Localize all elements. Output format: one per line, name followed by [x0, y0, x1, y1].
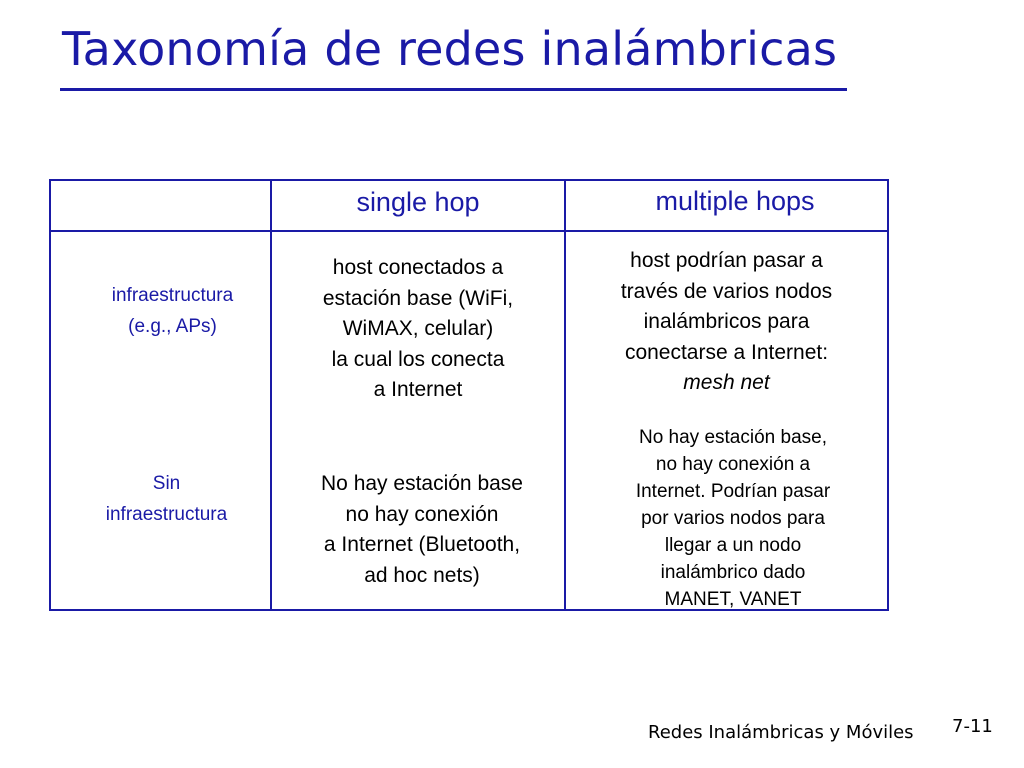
cell-noinfra-multiple-hops: [572, 424, 894, 613]
cell-line: Internet. Podrían pasar: [635, 481, 831, 502]
cell-line: no hay conexión: [345, 502, 499, 526]
table-header-divider: [49, 230, 889, 232]
cell-line: través de varios nodos: [620, 279, 833, 303]
page-number: 7-11: [952, 716, 993, 737]
cell-line: host podrían pasar a: [630, 249, 823, 272]
row-label-line: (e.g., APs): [128, 316, 217, 337]
cell-line: llegar a un nodo: [664, 535, 802, 556]
header-multiple-hops: multiple hops: [655, 186, 815, 216]
cell-infra-multiple-hops: [566, 246, 887, 399]
row-label-sin-infraestructura: [49, 468, 284, 530]
row-label-line: infraestructura: [111, 285, 234, 306]
cell-line: estación base (WiFi,: [322, 286, 514, 310]
cell-line: la cual los conecta: [331, 347, 505, 371]
cell-infra-single-hop: [272, 253, 564, 406]
cell-line: inalámbricos para: [643, 310, 810, 333]
cell-noinfra-single-hop: [272, 469, 572, 591]
cell-line: No hay estación base,: [638, 427, 827, 448]
table-left-border: [49, 179, 51, 611]
cell-line: no hay conexión a: [655, 454, 811, 475]
cell-line-mesh-net: mesh net: [683, 371, 770, 394]
cell-line: MANET, VANET: [664, 589, 802, 610]
table-top-border: [49, 179, 889, 181]
cell-line: host conectados a: [332, 256, 504, 279]
slide-title: Taxonomía de redes inalámbricas: [62, 22, 838, 76]
cell-line: ad hoc nets): [364, 563, 480, 587]
header-single-hop: single hop: [356, 187, 480, 217]
row-label-line: infraestructura: [105, 504, 228, 525]
title-underline: [60, 88, 847, 91]
cell-line: No hay estación base: [321, 472, 523, 495]
row-label-line: Sin: [152, 473, 181, 494]
cell-line: conectarse a Internet:: [624, 340, 829, 364]
row-label-infraestructura: [49, 280, 296, 342]
cell-line: WiMAX, celular): [342, 317, 494, 340]
cell-line: por varios nodos para: [641, 508, 825, 529]
cell-line: inalámbrico dado: [660, 562, 806, 583]
footer-course-title: Redes Inalámbricas y Móviles: [648, 722, 914, 743]
cell-line: a Internet (Bluetooth,: [323, 533, 521, 556]
cell-line: a Internet: [373, 378, 463, 401]
